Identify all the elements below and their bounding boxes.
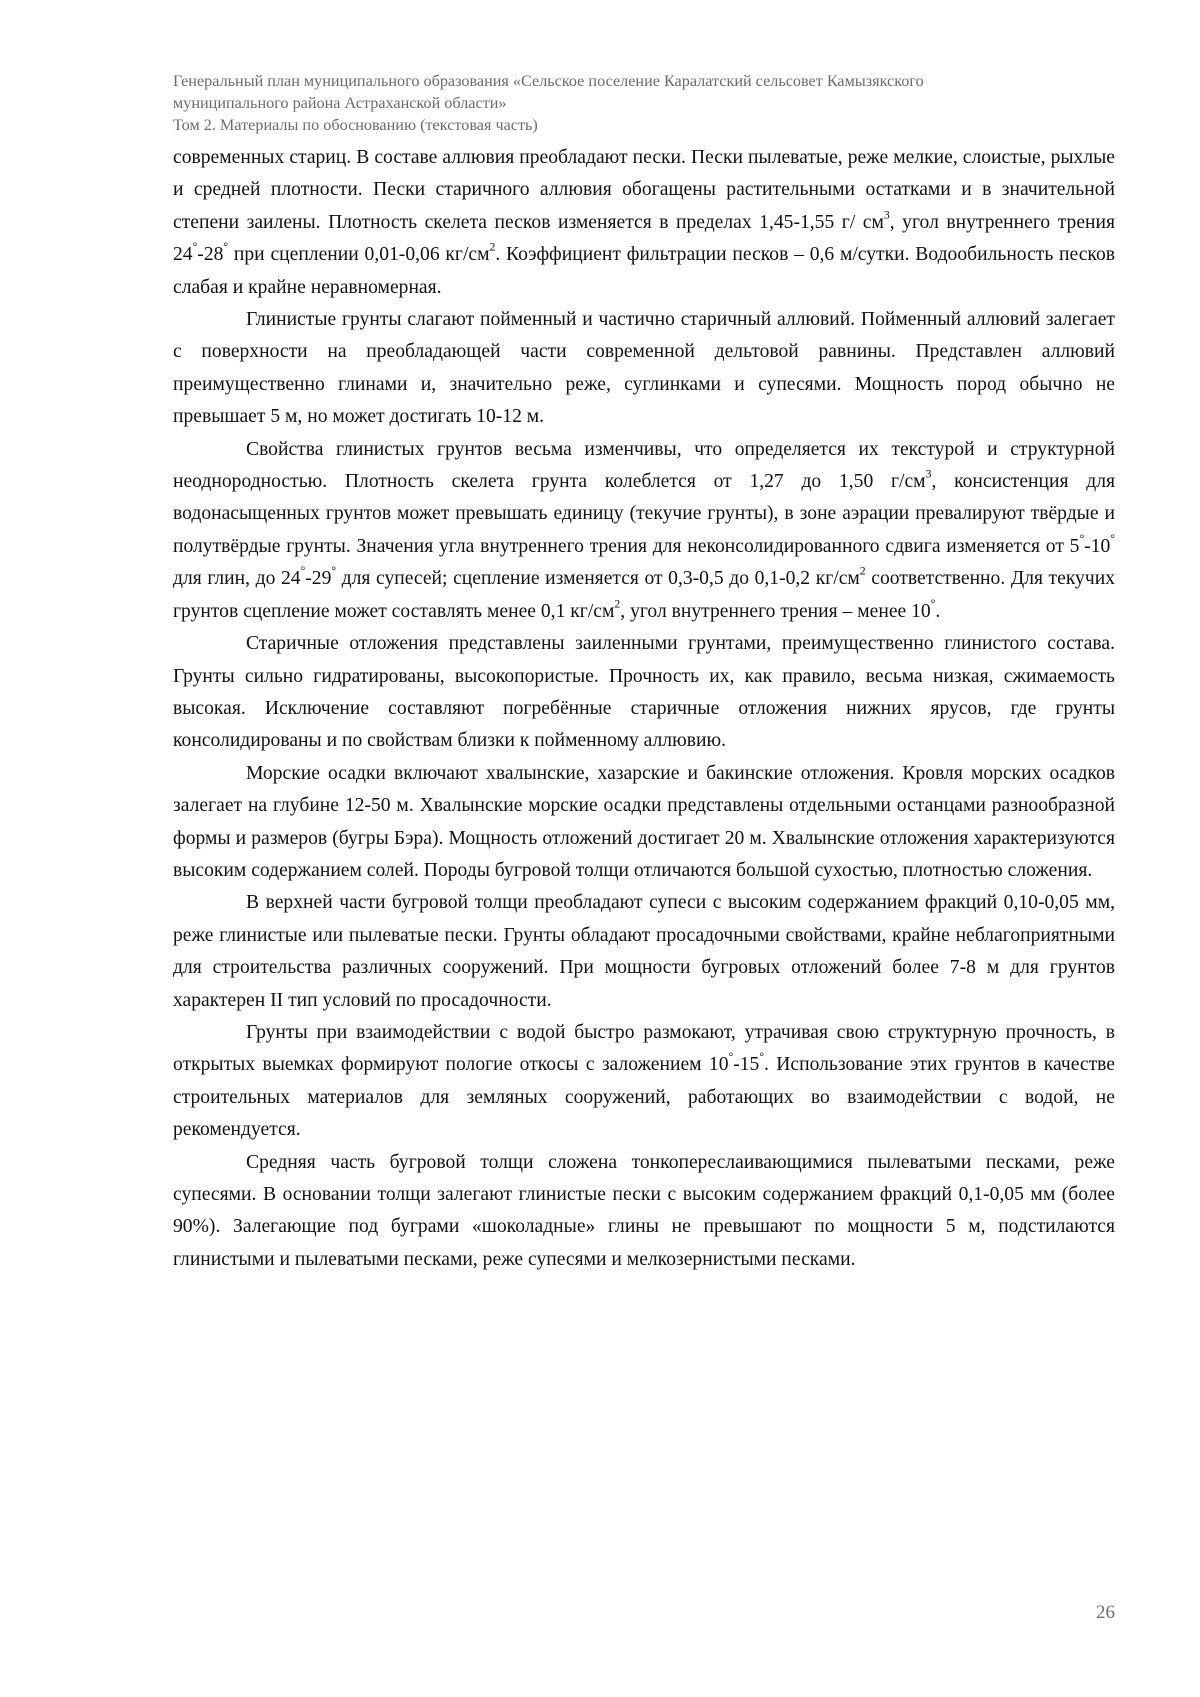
paragraph-2: Глинистые грунты слагают пойменный и частично старичный аллювий. Пойменный аллювий залегает с поверхности на преобладающей части современной дельтовой равнины. Представлен аллювий преимущественно глинами и, значительно реже, суглинками и супесями. Мощность пород обычно не превышает 5 м, но может достигать 10-12 м.: [173, 309, 1115, 428]
header-line-2: муниципального района Астраханской области»: [173, 94, 507, 112]
page-number: 26: [1096, 1602, 1115, 1623]
header-line-1: Генеральный план муниципального образования «Сельское поселение Каралатский сельсовет Камызякского: [173, 72, 924, 90]
paragraph-3: Свойства глинистых грунтов весьма изменчивы, что определяется их текстурой и структурной неоднородностью. Плотность скелета грунта колеблется от 1,27 до 1,50 $г/см^3$, консистенция для водонасыщенных грунтов может превышать единицу (текучие грунты), в зоне аэрации превалируют твёрдые и полутвёрдые грунты. Значения угла внутреннего трения для неконсолидированного сдвига изменяется от 5°-10° для глин, до 24°-29° для супесей; сцепление изменяется от 0,3-0,5 до 0,1-0,2 $кг/см^2$ соответственно. Для текучих грунтов сцепление может составлять менее 0,1 $кг/см^2$, угол внутреннего трения – менее 10°.: [173, 438, 1115, 622]
paragraph-5: Морские осадки включают хвалынские, хазарские и бакинские отложения. Кровля морских осадков залегает на глубине 12-50 м. Хвалынские морские осадки представлены отдельными останцами разнообразной формы и размеров (бугры Бэра). Мощность отложений достигает 20 м. Хвалынские отложения характеризуются высоким содержанием солей. Породы бугровой толщи отличаются большой сухостью, плотностью сложения.: [173, 762, 1115, 881]
header-line-3: Том 2. Материалы по обоснованию (текстовая часть): [173, 116, 538, 134]
paragraph-1: современных стариц. В составе аллювия преобладают пески. Пески пылеватые, реже мелкие, слоистые, рыхлые и средней плотности. Пески старичного аллювия обогащены растительными остатками и в значительной степени заилены. Плотность скелета песков изменяется в пределах 1,45-1,55 г/ $см^3$, угол внутреннего трения 24°-28° при сцеплении 0,01-0,06 $кг/см^2$. Коэффициент фильтрации песков – 0,6 м/сутки. Водообильность песков слабая и крайне неравномерная.: [173, 147, 1115, 298]
paragraph-4: Старичные отложения представлены заиленными грунтами, преимущественно глинистого состава. Грунты сильно гидратированы, высокопористые. Прочность их, как правило, весьма низкая, сжимаемость высокая. Исключение составляют погребённые старичные отложения нижних ярусов, где грунты консолидированы и по свойствам близки к пойменному аллювию.: [173, 633, 1115, 752]
paragraph-6: В верхней части бугровой толщи преобладают супеси с высоким содержанием фракций 0,10-0,05 мм, реже глинистые или пылеватые пески. Грунты обладают просадочными свойствами, крайне неблагоприятными для строительства различных сооружений. При мощности бугровых отложений более 7-8 м для грунтов характерен II тип условий по просадочности.: [173, 892, 1115, 1011]
running-header: [173, 70, 1133, 136]
paragraph-8: Средняя часть бугровой толщи сложена тонкопереслаивающимися пылеватыми песками, реже супесями. В основании толщи залегают глинистые пески с высоким содержанием фракций 0,1-0,05 мм (более 90%). Залегающие под буграми «шоколадные» глины не превышают по мощности 5 м, подстилаются глинистыми и пылеватыми песками, реже супесями и мелкозернистыми песками.: [173, 1151, 1115, 1270]
paragraph-7: Грунты при взаимодействии с водой быстро размокают, утрачивая свою структурную прочность, в открытых выемках формируют пологие откосы с заложением 10°-15°. Использование этих грунтов в качестве строительных материалов для земляных сооружений, работающих во взаимодействии с водой, не рекомендуется.: [173, 1021, 1115, 1141]
body-text: [173, 142, 1115, 1276]
